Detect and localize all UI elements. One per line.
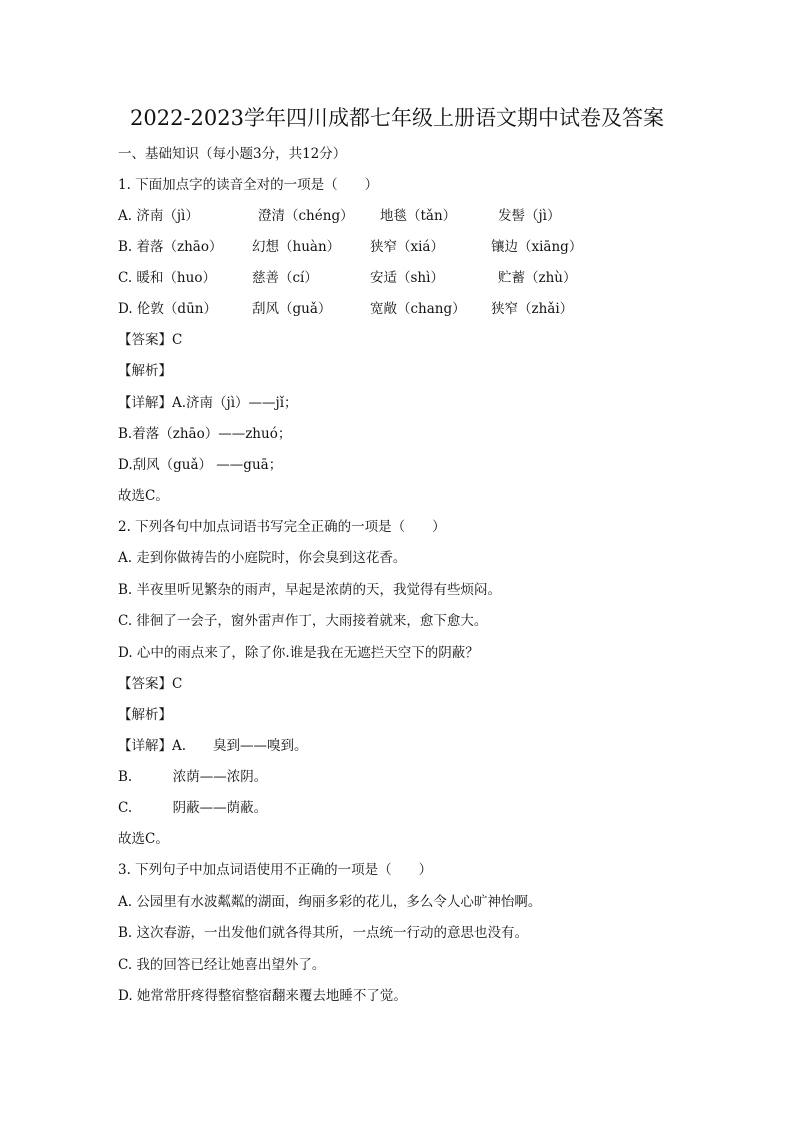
q1-option-b-item: B. 着落（zhāo） [118, 239, 223, 255]
question-1-stem: 1. 下面加点字的读音全对的一项是（ ） [118, 177, 379, 193]
q1-option-a-item: 地毯（tǎn） [380, 208, 457, 224]
q2-option-b: B. 半夜里听见繁杂的雨声，早起是浓荫的天，我觉得有些烦闷。 [118, 582, 502, 598]
q2-detail: 【详解】A. 臭到——嗅到。 [118, 738, 308, 754]
q3-option-a: A. 公园里有水波粼粼的湖面，绚丽多彩的花儿，多么令人心旷神怡啊。 [118, 894, 542, 910]
q1-option-b-item: 狭窄（xiá） [370, 239, 444, 255]
q1-option-a-item: 发髻（jì） [498, 208, 561, 224]
q1-option-b-item: 幻想（huàn） [252, 239, 341, 255]
question-3-stem: 3. 下列句子中加点词语使用不正确的一项是（ ） [118, 862, 433, 878]
q3-option-d: D. 她常常肝疼得整宿整宿翻来覆去地睡不了觉。 [118, 988, 407, 1004]
q1-conclusion: 故选C。 [118, 488, 169, 504]
q1-option-d-item: 宽敞（chang） [370, 301, 466, 317]
question-2-stem: 2. 下列各句中加点词语书写完全正确的一项是（ ） [118, 519, 446, 535]
q1-option-b-item: 镶边（xiāng） [491, 239, 583, 255]
q1-option-c-item: 安适（shì） [370, 270, 444, 286]
q2-answer: 【答案】C [118, 676, 183, 692]
q2-analysis-label: 【解析】 [118, 707, 172, 723]
q3-option-c: C. 我的回答已经让她喜出望外了。 [118, 957, 326, 973]
q2-conclusion: 故选C。 [118, 831, 169, 847]
q1-option-c-item: C. 暖和（huo） [118, 270, 216, 286]
q2-option-d: D. 心中的雨点来了，除了你.谁是我在无遮拦天空下的阴蔽？ [118, 645, 479, 661]
q1-option-d-item: D. 伦敦（dūn） [118, 301, 217, 317]
q1-answer: 【答案】C [118, 332, 183, 348]
q1-option-d-item: 刮风（guǎ） [252, 301, 332, 317]
page-title: 2022-2023学年四川成都七年级上册语文期中试卷及答案 [130, 106, 664, 130]
q3-option-b: B. 这次春游，一出发他们就各得其所，一点统一行动的意思也没有。 [118, 925, 529, 941]
q1-option-c-item: 贮蓄（zhù） [498, 270, 577, 286]
q1-option-c-item: 慈善（cí） [252, 270, 318, 286]
section-heading: 一、基础知识（每小题3分，共12分） [118, 146, 347, 162]
q1-detail: B.着落（zhāo）——zhuó； [118, 426, 292, 442]
q1-detail: 【详解】A.济南（jì）——jǐ； [118, 395, 298, 411]
q1-option-a-item: A. 济南（jì） [118, 208, 199, 224]
q2-option-a: A. 走到你做祷告的小庭院时，你会臭到这花香。 [118, 550, 407, 566]
q1-detail: D.刮风（guǎ） ——guā； [118, 457, 283, 473]
q2-detail: B. 浓荫——浓阴。 [118, 769, 268, 785]
q2-detail: C. 阴蔽——荫蔽。 [118, 800, 268, 816]
q1-option-a-item: 澄清（chéng） [258, 208, 354, 224]
q1-option-d-item: 狭窄（zhǎi） [491, 301, 574, 317]
q2-option-c: C. 徘徊了一会子，窗外雷声作丁，大雨接着就来，愈下愈大。 [118, 613, 488, 629]
q1-analysis-label: 【解析】 [118, 363, 172, 379]
